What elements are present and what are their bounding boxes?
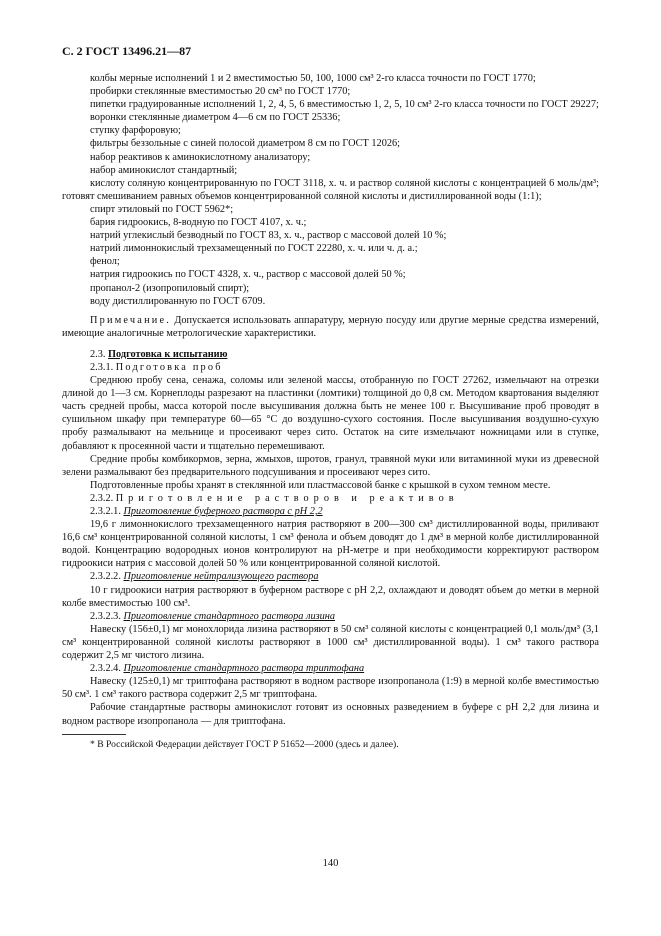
footnote: * В Российской Федерации действует ГОСТ Р 51652—2000 (здесь и далее). [90,738,399,750]
subsection-title: Приготовление нейтрализующего раствора [123,571,319,583]
subsection-title: Приготовление растворов и реактивов [115,492,459,504]
list-item: набор аминокислот стандартный; [90,164,238,176]
list-item: колбы мерные исполнений 1 и 2 вместимостью 50, 100, 1000 см³ 2-го класса точности по ГОСТ 1770; [90,73,536,84]
list-item: натрий углекислый безводный по ГОСТ 83, х. ч., раствор с массовой долей 10 %; [90,230,447,242]
paragraph: 10 г гидроокиси натрия растворяют в буферном растворе с рН 2,2, охлаждают и доводят объем до метки в мерной колбе вместимостью 100 см³. [62,584,599,609]
sub-subsection-heading [62,662,599,675]
note-text: Допускается использовать аппаратуру, мерную посуду или другие мерные средства измерений, имеющие аналогичные метрологические характеристики. [62,314,599,339]
subsection-title: Приготовление буферного раствора с рН 2,2 [123,506,323,517]
subsection-heading [62,492,599,505]
subsection-title: Приготовление стандартного раствора триптофана [123,663,365,675]
subsection-title: Приготовление стандартного раствора лизина [123,610,336,622]
list-item: бария гидроокись, 8-водную по ГОСТ 4107, х. ч.; [90,217,307,229]
paragraph: Навеску (125±0,1) мг триптофана растворяют в водном растворе изопропанола (1:9) в мерной колбе вместимостью 50 см³. 1 см³ такого раствора содержит 2,5 мг триптофана. [62,676,599,701]
paragraph: Рабочие стандартные растворы аминокислот готовят из основных разведением в буфере с рН 2,2 для лизина и водном растворе изопропанола — для триптофана. [62,702,599,727]
paragraph: Навеску (156±0,1) мг монохлорида лизина растворяют в 50 см³ соляной кислоты с концентрацией 0,1 моль/дм³ (3,1 см³ концентрированной соляной кислоты растворяют в 1000 см³ дистиллированной воды). 1 см³ такого раствора содержит 2,5 мг чистого лизина. [62,623,599,662]
list-item: пробирки стеклянные вместимостью 20 см³ по ГОСТ 1770; [90,86,351,98]
list-item: фенол; [90,256,120,268]
footnote-divider [62,734,126,735]
page-header: С. 2 ГОСТ 13496.21—87 [62,44,192,58]
paragraph: Подготовленные пробы хранят в стеклянной или пластмассовой банке с крышкой в сухом темном месте. [90,479,551,491]
sub-subsection-heading [62,610,599,623]
sub-subsection-heading [62,505,599,518]
list-item: воронки стеклянные диаметром 4—6 см по ГОСТ 25336; [90,112,341,124]
subsection-number: 2.3.2. [90,492,116,504]
subsection-title: Подготовка проб [115,361,223,373]
section-heading [62,348,599,361]
subsection-number: 2.3.2.3. [90,610,124,622]
subsection-number: 2.3.2.2. [90,571,124,583]
subsection-number: 2.3.2.1. [90,506,124,517]
subsection-number: 2.3.1. [90,361,116,373]
note-paragraph [62,314,599,340]
list-item: фильтры беззольные с синей полосой диаметром 8 см по ГОСТ 12026; [90,138,401,150]
equipment-list [62,72,599,308]
list-item: воду дистиллированную по ГОСТ 6709. [90,295,266,307]
list-item: пипетки градуированные исполнений 1, 2, 4, 5, 6 вместимостью 1, 2, 5, 10 см³ 2-го класса точности по ГОСТ 29227; [90,99,599,111]
list-item: пропанол-2 (изопропиловый спирт); [90,282,250,294]
paragraph: 19,6 г лимоннокислого трехзамещенного натрия растворяют в 200—300 см³ дистиллированной воды, приливают 16,6 см³ концентрированной соляной кислоты, 1 см³ фенола и объем доводят до 1 дм³ в мерной колбе дистиллированной водой. Концентрацию водородных ионов контролируют на рН-метре и при необходимости корректируют раствором гидроокиси натрия с массовой долей 50 % или концентрированной соляной кислотой. [62,519,599,570]
document-body [62,72,599,751]
note-label: Примечание. [90,314,172,326]
section-number: 2.3. [90,348,109,360]
list-item: ступку фарфоровую; [90,125,181,137]
list-item: кислоту соляную концентрированную по ГОСТ 3118, х. ч. и раствор соляной кислоты с концентрацией 6 моль/дм³; готовят смешиванием равных объемов концентрированной соляной кислоты и дистиллированной воды (1:1); [62,177,599,202]
paragraph: Средние пробы комбикормов, зерна, жмыхов, шротов, гранул, травяной муки или витаминной муки из древесной зелени размалывают без предварительного подсушивания и просеивают через сито. [62,453,599,478]
subsection-number: 2.3.2.4. [90,663,124,675]
list-item: натрия гидроокись по ГОСТ 4328, х. ч., раствор с массовой долей 50 %; [90,269,406,281]
list-item: натрий лимоннокислый трехзамещенный по ГОСТ 22280, х. ч. или ч. д. а.; [90,243,418,255]
list-item: спирт этиловый по ГОСТ 5962*; [90,203,234,215]
list-item: набор реактивов к аминокислотному анализатору; [90,151,311,163]
paragraph: Среднюю пробу сена, сенажа, соломы или зеленой массы, отобранную по ГОСТ 27262, измельчают на отрезки длиной до 1—3 см. Корнеплоды разрезают на пластинки (ломтики) толщиной до 0,8 см. Методом квартования выделяют часть средней пробы, масса которой после высушивания должна быть не менее 100 г. Высушивание проб проводят в сушильном шкафу при температуре 60—65 °С до воздушно-сухого состояния. После высушивания воздушно-сухую пробу размалывают на мельнице и просеивают через сито. Остаток на сите измельчают ножницами или в ступке, добавляют к просеянной части и тщательно перемешивают. [62,375,599,452]
section-title: Подготовка к испытанию [108,348,228,360]
subsection-heading [62,361,599,374]
sub-subsection-heading [62,570,599,583]
page-number: 140 [322,858,339,869]
